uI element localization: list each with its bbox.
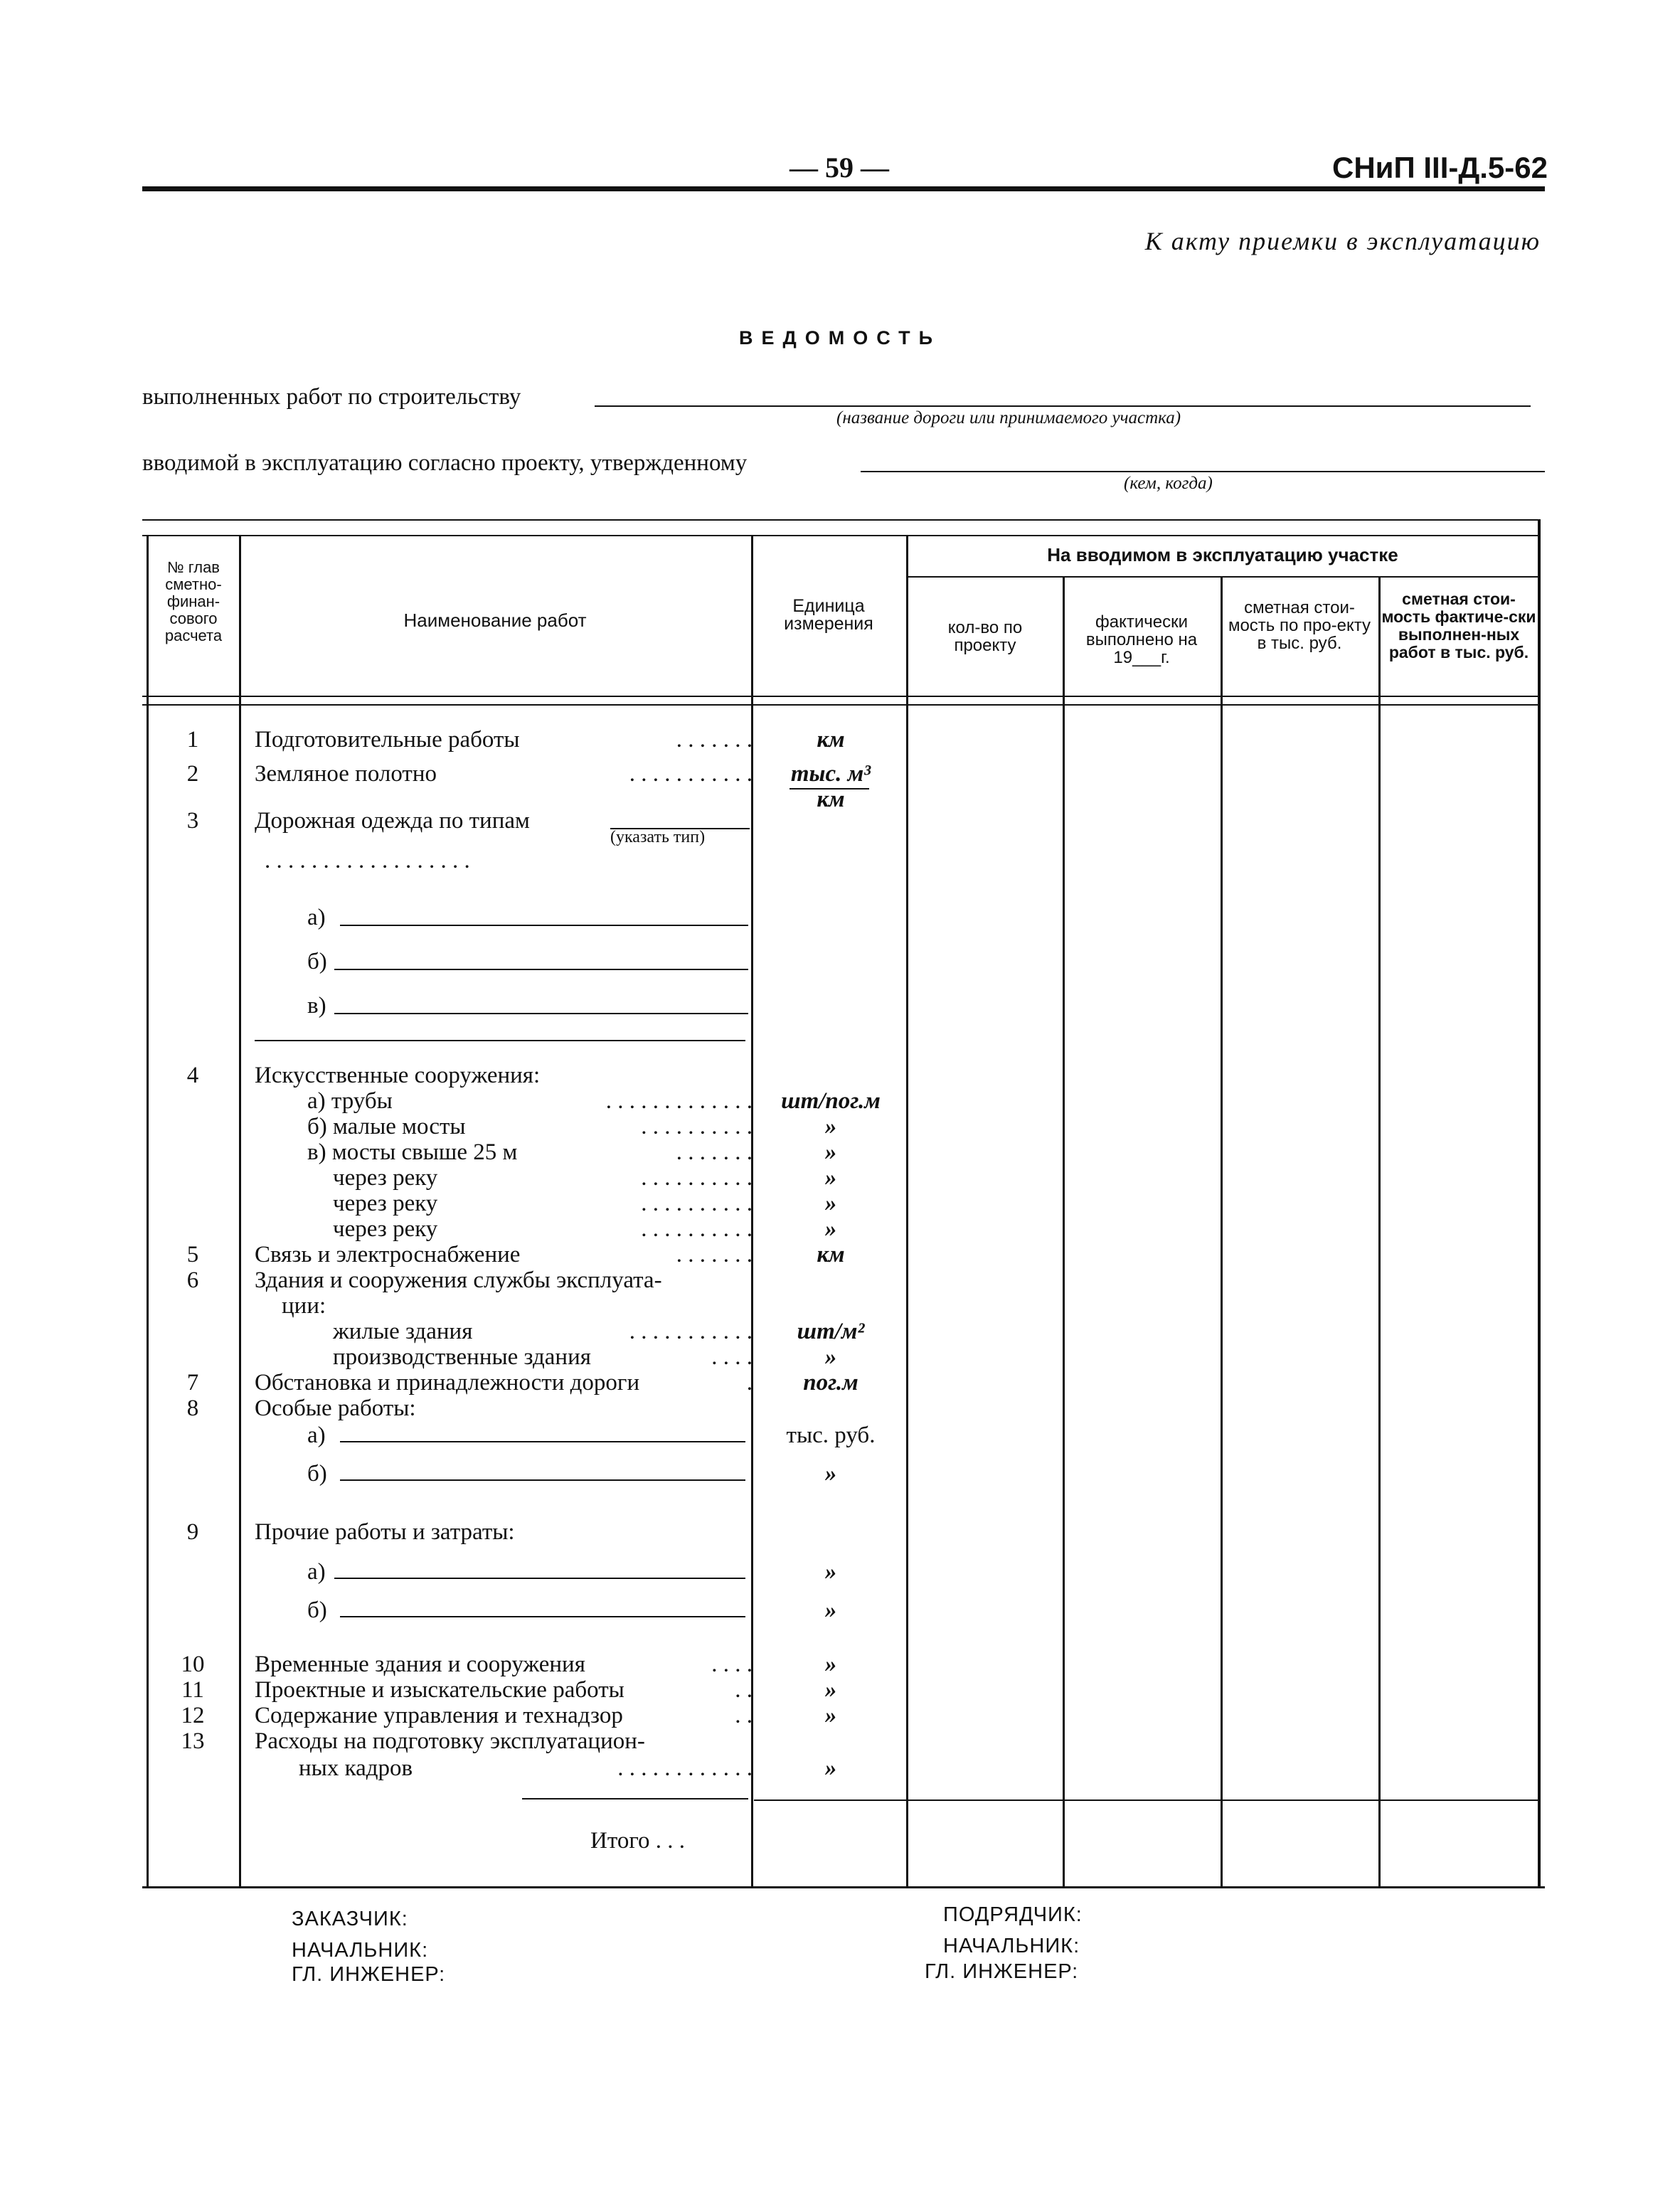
intro-line-2-fill bbox=[861, 471, 1545, 472]
table-row bbox=[0, 905, 1680, 930]
document-subtitle: К акту приемки в эксплуатацию bbox=[1144, 227, 1541, 255]
row-unit: шт/м² bbox=[797, 1319, 865, 1344]
total-name-rule bbox=[522, 1798, 748, 1799]
row-number: 1 bbox=[186, 727, 199, 753]
row-number: 9 bbox=[186, 1519, 199, 1545]
row-unit: » bbox=[824, 1191, 837, 1216]
header-group: На вводимом в эксплуатацию участке bbox=[1047, 544, 1398, 565]
row-unit: » bbox=[824, 1344, 837, 1370]
table-top-rule-2 bbox=[142, 535, 1541, 536]
intro-line-2: вводимой в эксплуатацию согласно проекту, утвержденному bbox=[142, 450, 748, 476]
row-number: 7 bbox=[186, 1370, 199, 1395]
row-number: 3 bbox=[186, 808, 199, 834]
row-number: 2 bbox=[186, 761, 199, 787]
row-dots: . . . . bbox=[711, 1344, 753, 1370]
customer-head-label: НАЧАЛЬНИК: bbox=[292, 1939, 429, 1962]
header-col-actual: фактически выполнено на bbox=[1085, 612, 1198, 649]
row-name: Связь и электроснабжение bbox=[255, 1242, 521, 1267]
table-row bbox=[0, 1423, 1680, 1448]
table-row bbox=[0, 1165, 1680, 1191]
total-top-rule bbox=[754, 1799, 1541, 1801]
document-code: СНиП III-Д.5-62 bbox=[1332, 151, 1548, 184]
fill-rule-8a bbox=[340, 1441, 745, 1442]
row-dots: . . . . . . . bbox=[676, 1242, 753, 1267]
fill-rule-9b bbox=[340, 1616, 745, 1617]
row-name: жилые здания bbox=[333, 1319, 473, 1344]
table-row bbox=[0, 949, 1680, 974]
row-dots: . . . . . . . . . . bbox=[641, 1165, 753, 1191]
row-number: 10 bbox=[181, 1652, 205, 1677]
row-name: Временные здания и сооружения bbox=[255, 1652, 585, 1677]
row-name: производственные здания bbox=[333, 1344, 591, 1370]
row-unit: тыс. руб. bbox=[786, 1423, 876, 1448]
table-row bbox=[0, 727, 1680, 753]
table-row bbox=[0, 1242, 1680, 1267]
intro-line-1-fill bbox=[595, 405, 1531, 407]
header-rule bbox=[142, 186, 1545, 191]
table-row bbox=[0, 1728, 1680, 1754]
row-unit: » bbox=[824, 1703, 837, 1728]
row-dots: . . . . . . . . . . bbox=[641, 1216, 753, 1242]
row-unit: » bbox=[824, 1559, 837, 1585]
row-number: 4 bbox=[186, 1063, 199, 1088]
row-unit: » bbox=[824, 1216, 837, 1242]
table-row bbox=[0, 808, 1680, 834]
table-row bbox=[0, 1519, 1680, 1545]
row-name: б) bbox=[307, 949, 327, 974]
row-dots: . . bbox=[735, 1703, 753, 1728]
row-unit: » bbox=[824, 1139, 837, 1165]
contractor-label: ПОДРЯДЧИК: bbox=[943, 1903, 1083, 1926]
row-number: 13 bbox=[181, 1728, 205, 1754]
table-row bbox=[0, 1677, 1680, 1703]
table-top-rule bbox=[142, 519, 1541, 521]
row-dots: . . bbox=[735, 1677, 753, 1703]
row-name: через реку bbox=[333, 1165, 438, 1191]
customer-label: ЗАКАЗЧИК: bbox=[292, 1908, 408, 1930]
type-hint: (указать тип) bbox=[610, 828, 706, 846]
row-unit: » bbox=[824, 1165, 837, 1191]
row-name: Земляное полотно bbox=[255, 761, 437, 787]
header-bottom-rule-2 bbox=[142, 704, 1541, 706]
row-name: Здания и сооружения службы эксплуата- bbox=[255, 1267, 662, 1293]
row-dots: . . . . . . . . . . . . . bbox=[605, 1088, 753, 1114]
table-bottom-rule bbox=[142, 1886, 1545, 1888]
row-name: а) bbox=[307, 1423, 326, 1448]
table-row bbox=[0, 1063, 1680, 1088]
row-dots: . . . . . . . . . . . bbox=[629, 1319, 753, 1344]
total-label: Итого . . . bbox=[590, 1828, 686, 1854]
page-number: — 59 — bbox=[790, 151, 889, 184]
row-name: а) трубы bbox=[307, 1088, 393, 1114]
table-row bbox=[0, 1395, 1680, 1421]
row-unit: » bbox=[824, 1114, 837, 1139]
row-dots: . . . . . . . . . . . bbox=[629, 761, 753, 787]
fill-rule-a bbox=[340, 925, 748, 926]
row-name: б) bbox=[307, 1597, 327, 1623]
customer-engineer-label: ГЛ. ИНЖЕНЕР: bbox=[292, 1963, 446, 1986]
row-name: через реку bbox=[333, 1191, 438, 1216]
row-unit: тыс. м³ bbox=[790, 761, 871, 787]
header-col-actual-date: 19___г. bbox=[1113, 648, 1170, 667]
table-row bbox=[0, 1139, 1680, 1165]
table-row bbox=[0, 1652, 1680, 1677]
row-name: в) мосты свыше 25 м bbox=[307, 1139, 518, 1165]
intro-line-1: выполненных работ по строительству bbox=[142, 384, 521, 410]
row-name: Обстановка и принадлежности дороги bbox=[255, 1370, 640, 1395]
row-name: а) bbox=[307, 905, 326, 930]
table-row bbox=[0, 1267, 1680, 1293]
intro-line-1-caption: (название дороги или принимаемого участка) bbox=[836, 408, 1181, 427]
header-col-cost-actual: сметная стои-мость фактиче-ски выполнен-ных работ в тыс. руб. bbox=[1381, 590, 1536, 661]
row-unit: » bbox=[824, 1755, 837, 1781]
row-number: 5 bbox=[186, 1242, 199, 1267]
row-unit: км bbox=[817, 1242, 845, 1267]
row-name: Искусственные сооружения: bbox=[255, 1063, 541, 1088]
row-name: . . . . . . . . . . . . . . . . . . bbox=[265, 848, 470, 873]
row-name: в) bbox=[307, 993, 326, 1019]
row-dots: . . . . . . . bbox=[676, 1139, 753, 1165]
header-col-qty-project: кол-во по проекту bbox=[947, 618, 1023, 655]
row-unit: » bbox=[824, 1597, 837, 1623]
row-dots: . bbox=[746, 1370, 753, 1395]
row-name: ции: bbox=[282, 1293, 326, 1319]
table-row bbox=[0, 1191, 1680, 1216]
row-dots: . . . . . . . . . . . . bbox=[617, 1755, 753, 1781]
fill-rule-9a bbox=[334, 1578, 745, 1579]
table-row bbox=[0, 1755, 1680, 1781]
row-name: Прочие работы и затраты: bbox=[255, 1519, 515, 1545]
table-row bbox=[0, 848, 1680, 873]
row-name: ных кадров bbox=[299, 1755, 413, 1781]
row-unit: » bbox=[824, 1461, 837, 1487]
table-row bbox=[0, 761, 1680, 787]
table-row bbox=[0, 1703, 1680, 1728]
row-dots: . . . . . . . . . . bbox=[641, 1191, 753, 1216]
row-unit: » bbox=[824, 1652, 837, 1677]
row-unit: км bbox=[817, 727, 845, 753]
contractor-head-label: НАЧАЛЬНИК: bbox=[943, 1935, 1080, 1957]
table-row bbox=[0, 993, 1680, 1019]
row-name: б) bbox=[307, 1461, 327, 1487]
table-row bbox=[0, 1216, 1680, 1242]
document-title: ВЕДОМОСТЬ bbox=[739, 327, 941, 349]
row-unit: пог.м bbox=[803, 1370, 858, 1395]
row-dots: . . . . bbox=[711, 1652, 753, 1677]
header-col-number: № глав сметно-финан-сового расчета bbox=[164, 558, 223, 644]
table-row bbox=[0, 1597, 1680, 1623]
row-number: 6 bbox=[186, 1267, 199, 1293]
table-row bbox=[0, 1088, 1680, 1114]
table-row bbox=[0, 1114, 1680, 1139]
row-dots: . . . . . . . bbox=[676, 727, 753, 753]
row-number: 8 bbox=[186, 1395, 199, 1421]
fill-rule-8b bbox=[340, 1479, 745, 1481]
row-name: а) bbox=[307, 1559, 326, 1585]
row-name: Расходы на подготовку эксплуатацион- bbox=[255, 1728, 645, 1754]
row-unit: км bbox=[817, 787, 845, 812]
header-col-name: Наименование работ bbox=[403, 610, 587, 631]
table-row bbox=[0, 1461, 1680, 1487]
table-row bbox=[0, 1319, 1680, 1344]
row-name: Особые работы: bbox=[255, 1395, 416, 1421]
row-number: 12 bbox=[181, 1703, 205, 1728]
row-number: 11 bbox=[181, 1677, 204, 1703]
section-rule bbox=[255, 1040, 745, 1041]
row-name: Содержание управления и технадзор bbox=[255, 1703, 623, 1728]
header-bottom-rule bbox=[142, 696, 1541, 697]
table-row bbox=[0, 1370, 1680, 1395]
row-name: через реку bbox=[333, 1216, 438, 1242]
fill-rule-b bbox=[334, 969, 748, 970]
row-dots: . . . . . . . . . . bbox=[641, 1114, 753, 1139]
row-name: б) малые мосты bbox=[307, 1114, 466, 1139]
contractor-engineer-label: ГЛ. ИНЖЕНЕР: bbox=[925, 1960, 1079, 1983]
row-name: Проектные и изыскательские работы bbox=[255, 1677, 624, 1703]
header-col-unit: Единица измерения bbox=[784, 596, 873, 634]
fill-rule-c bbox=[334, 1013, 748, 1014]
header-col-cost-project: сметная стои-мость по про-екту в тыс. руб. bbox=[1228, 598, 1371, 653]
table-row bbox=[0, 1344, 1680, 1370]
row-unit: » bbox=[824, 1677, 837, 1703]
intro-line-2-caption: (кем, когда) bbox=[1124, 474, 1213, 493]
row-name: Дорожная одежда по типам bbox=[255, 808, 530, 834]
table-row bbox=[0, 1293, 1680, 1319]
row-unit: шт/пог.м bbox=[781, 1088, 881, 1114]
group-header-rule bbox=[908, 576, 1541, 578]
table-row bbox=[0, 1559, 1680, 1585]
row-name: Подготовительные работы bbox=[255, 727, 520, 753]
